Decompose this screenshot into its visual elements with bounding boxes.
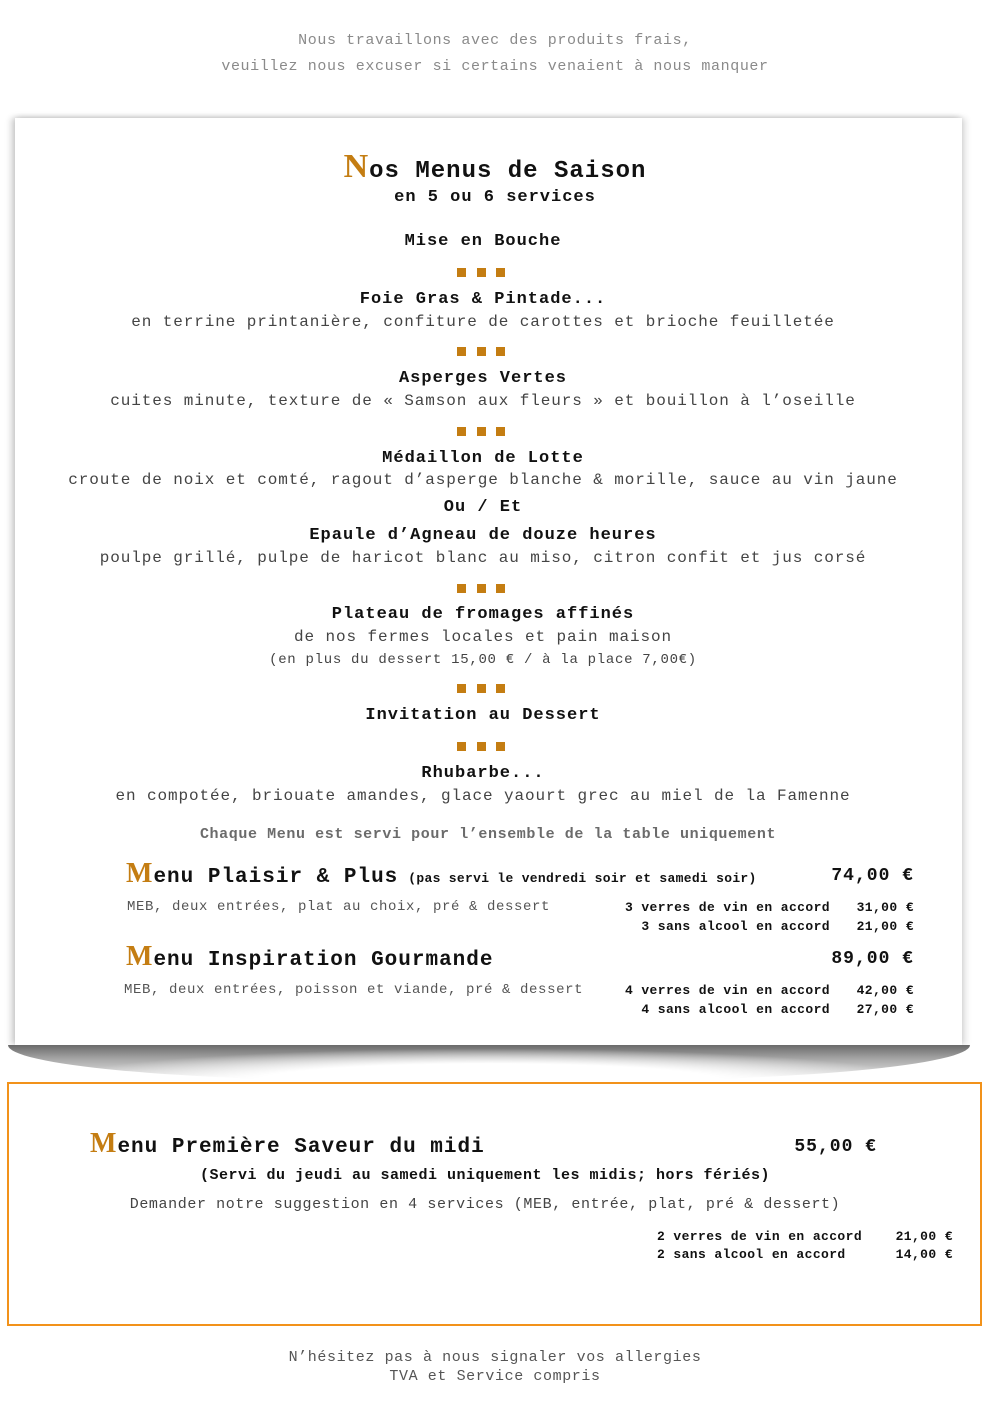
course-title: Asperges Vertes bbox=[398, 369, 568, 388]
separator-dots bbox=[457, 427, 505, 437]
separator-dots bbox=[457, 684, 505, 694]
vat-service-line: TVA et Service compris bbox=[389, 1368, 601, 1385]
allergies-line: N’hésitez pas à nous signaler vos allergies bbox=[288, 1349, 702, 1366]
course-description: croute de noix et comté, ragout d’asperge blanche & morille, sauce au vin jaune bbox=[68, 471, 898, 489]
course-price-note: (en plus du dessert 15,00 € / à la place 7,00€) bbox=[269, 652, 697, 668]
course-description: cuites minute, texture de « Samson aux fleurs » et bouillon à l’oseille bbox=[110, 392, 856, 410]
separator-dots bbox=[457, 347, 505, 357]
course-title: Foie Gras & Pintade... bbox=[359, 290, 607, 309]
menu-plaisir-title bbox=[126, 858, 757, 890]
course-title: Rhubarbe... bbox=[421, 764, 545, 783]
pairing-row bbox=[560, 1002, 914, 1020]
title-rest: os Menus de Saison bbox=[369, 158, 647, 185]
whole-table-note: Chaque Menu est servi pour l’ensemble de la table uniquement bbox=[199, 826, 777, 843]
separator-dots bbox=[457, 268, 505, 278]
page-title bbox=[0, 148, 990, 186]
page-subtitle: en 5 ou 6 services bbox=[394, 188, 596, 207]
menu-initial: M bbox=[126, 858, 154, 889]
menu-inspiration-description: MEB, deux entrées, poisson et viande, pré & dessert bbox=[124, 982, 584, 998]
pairing-row bbox=[657, 1229, 953, 1247]
pairing-label: 2 sans alcool en accord bbox=[657, 1247, 846, 1262]
course-or-and: Ou / Et bbox=[443, 498, 523, 517]
pairing-label: 4 sans alcool en accord bbox=[641, 1002, 830, 1017]
course-title: Médaillon de Lotte bbox=[382, 449, 584, 468]
card-curl-shadow bbox=[8, 1045, 970, 1081]
separator-dots bbox=[457, 584, 505, 594]
menu-inspiration-title bbox=[126, 941, 494, 973]
pairing-label: 2 verres de vin en accord bbox=[657, 1229, 863, 1244]
menu-lunch-title bbox=[90, 1128, 485, 1160]
menu-lunch-price: 55,00 € bbox=[794, 1137, 877, 1157]
menu-name: enu Inspiration Gourmande bbox=[153, 949, 494, 972]
pairing-price: 21,00 € bbox=[856, 919, 914, 934]
separator-dots bbox=[457, 742, 505, 752]
menu-inspiration-price: 89,00 € bbox=[831, 949, 914, 969]
pairing-row bbox=[657, 1247, 953, 1265]
course-title: Invitation au Dessert bbox=[365, 706, 601, 725]
pairing-price: 42,00 € bbox=[856, 983, 914, 998]
menu-condition: (pas servi le vendredi soir et samedi soir) bbox=[408, 871, 757, 886]
menu-lunch-description: Demander notre suggestion en 4 services (MEB, entrée, plat, pré & dessert) bbox=[129, 1196, 841, 1213]
course-mise-en-bouche: Mise en Bouche bbox=[404, 232, 562, 251]
menu-initial: M bbox=[90, 1128, 118, 1159]
allergies-note bbox=[0, 1348, 990, 1386]
course-description: de nos fermes locales et pain maison bbox=[293, 628, 673, 646]
menu-initial: M bbox=[126, 941, 154, 972]
pairing-row bbox=[560, 983, 914, 1001]
pairing-price: 27,00 € bbox=[856, 1002, 914, 1017]
menu-lunch-condition: (Servi du jeudi au samedi uniquement les midis; hors fériés) bbox=[199, 1167, 771, 1184]
pairing-row bbox=[560, 900, 914, 918]
menu-name: enu Plaisir & Plus bbox=[153, 866, 399, 889]
pairing-price: 14,00 € bbox=[895, 1247, 953, 1262]
pairing-price: 21,00 € bbox=[895, 1229, 953, 1244]
course-title: Plateau de fromages affinés bbox=[331, 605, 635, 624]
pairing-row bbox=[560, 919, 914, 937]
menu-plaisir-description: MEB, deux entrées, plat au choix, pré & dessert bbox=[127, 899, 551, 915]
fresh-products-line-1: Nous travaillons avec des produits frais, bbox=[298, 32, 692, 49]
pairing-label: 4 verres de vin en accord bbox=[624, 983, 830, 998]
course-description: en terrine printanière, confiture de carottes et brioche feuilletée bbox=[131, 313, 835, 331]
pairing-label: 3 sans alcool en accord bbox=[641, 919, 830, 934]
course-description: en compotée, briouate amandes, glace yaourt grec au miel de la Famenne bbox=[115, 787, 851, 805]
course-description: poulpe grillé, pulpe de haricot blanc au miso, citron confit et jus corsé bbox=[99, 549, 867, 567]
fresh-products-note bbox=[0, 28, 990, 80]
menu-plaisir-price: 74,00 € bbox=[831, 866, 914, 886]
course-title: Epaule d’Agneau de douze heures bbox=[309, 526, 657, 545]
pairing-label: 3 verres de vin en accord bbox=[624, 900, 830, 915]
fresh-products-line-2: veuillez nous excuser si certains venaient à nous manquer bbox=[221, 58, 769, 75]
pairing-price: 31,00 € bbox=[856, 900, 914, 915]
title-initial: N bbox=[343, 148, 370, 185]
menu-name: enu Première Saveur du midi bbox=[117, 1136, 485, 1159]
